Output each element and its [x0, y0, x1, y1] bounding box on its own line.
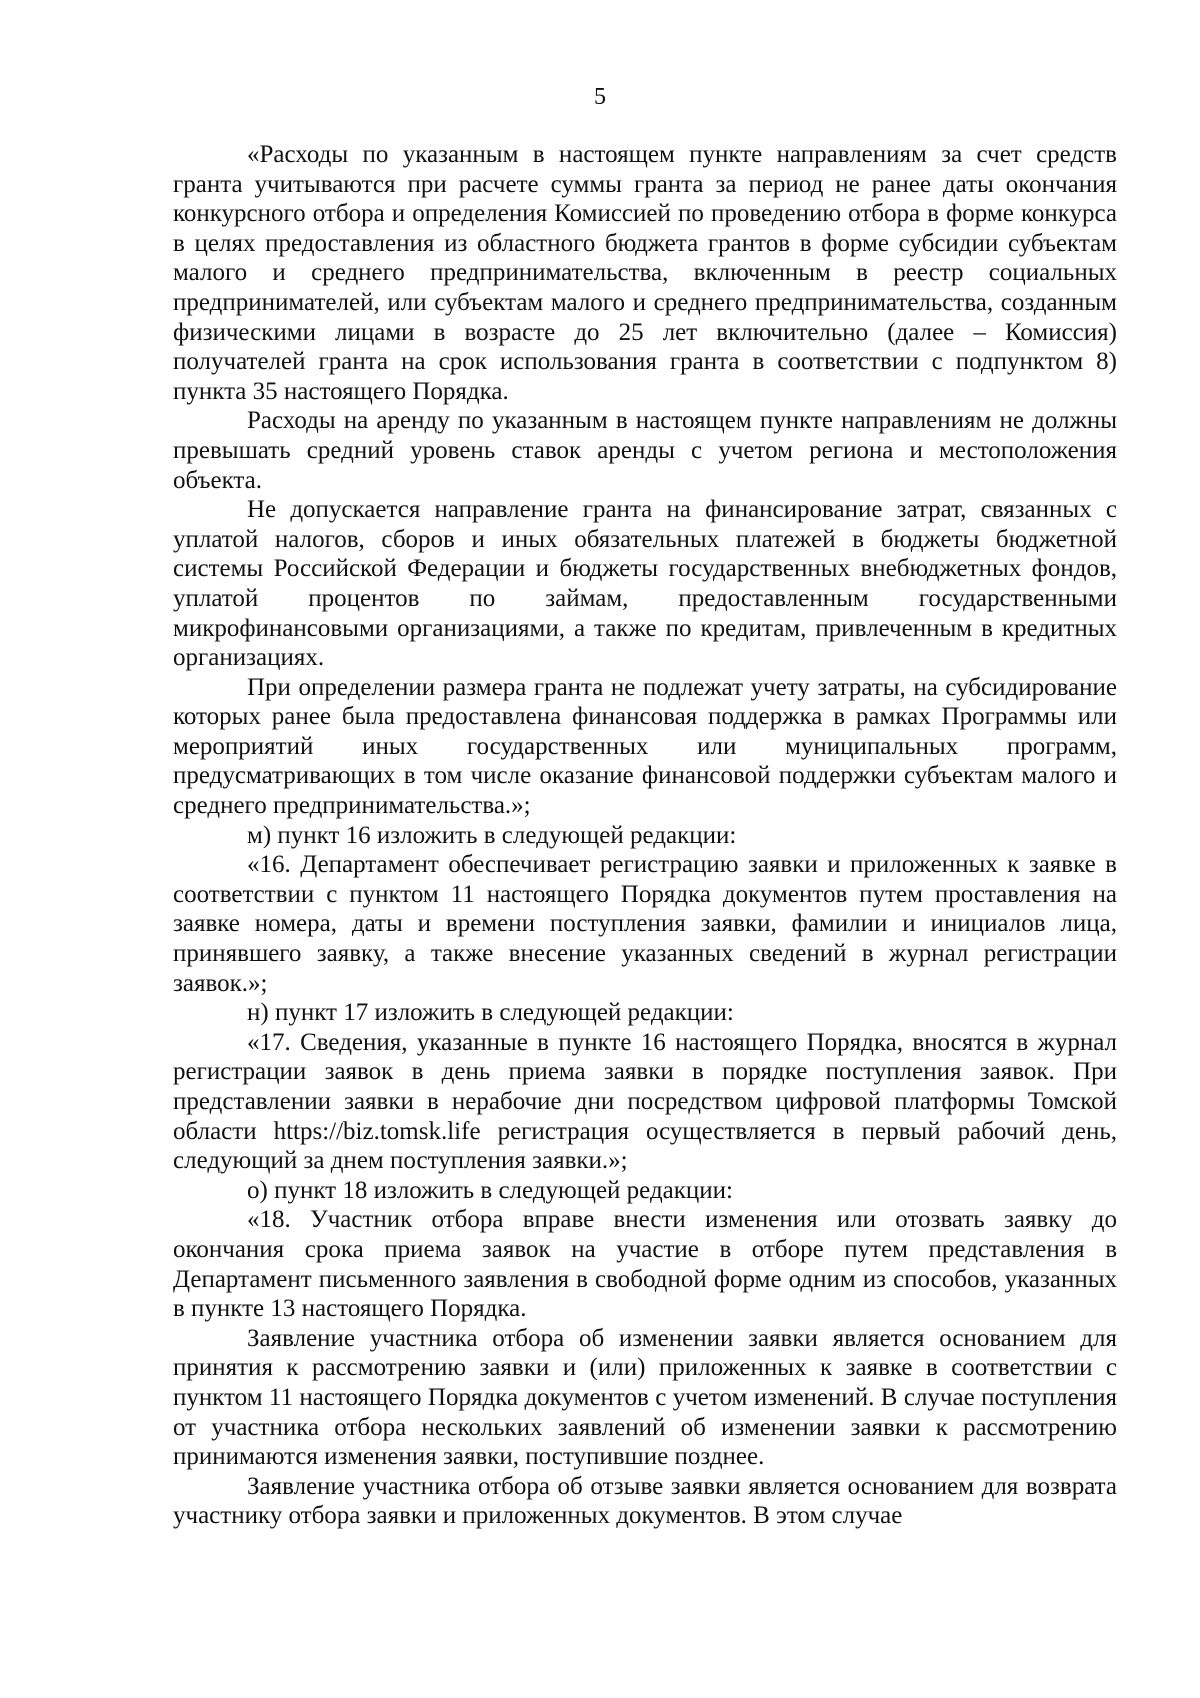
paragraph-item-16-text: «16. Департамент обеспечивает регистрацию заявки и приложенных к заявке в соответствии с пунктом 11 настоящего Порядка документов путем проставления на заявке номера, даты и времени поступления заявки, фамилии и инициалов лица, принявшего заявку, а также внесение указанных сведений в журнал регистрации заявок.»; — [173, 851, 1117, 997]
paragraph-excluded-costs: При определении размера гранта не подлежат учету затраты, на субсидирование которых ранее была предоставлена финансовая поддержка в рамках Программы или мероприятий иных государственных или муниципальных программ, предусматривающих в том числе оказание финансовой поддержки субъектам малого и среднего предпринимательства.»; — [173, 673, 1117, 820]
paragraph-amend-item-16: м) пункт 16 изложить в следующей редакции: — [247, 821, 737, 849]
paragraph-expenses-period: «Расходы по указанным в настоящем пункте направлениям за счет средств гранта учитываются при расчете суммы гранта за период не ранее даты окончания конкурсного отбора и определения Комиссией по проведению отбора в форме конкурса в целях предоставления из областного бюджета грантов в форме субсидии субъектам малого и среднего предпринимательства, включенным в реестр социальных предпринимателей, или субъектам малого и среднего предпринимательства, созданным физическими лицами в возрасте до 25 лет включительно (далее – Комиссия) получателей гранта на срок использования гранта в соответствии с подпунктом 8) пункта 35 настоящего Порядка. — [173, 141, 1117, 405]
paragraph-item-18-text: «18. Участник отбора вправе внести изменения или отозвать заявку до окончания срока приема заявок на участие в отборе путем представления в Департамент письменного заявления в свободной форме одним из способов, указанных в пункте 13 настоящего Порядка. — [173, 1206, 1117, 1323]
paragraph-application-change: Заявление участника отбора об изменении заявки является основанием для принятия к рассмотрению заявки и (или) приложенных к заявке в соответствии с пунктом 11 настоящего Порядка документов с учетом изменений. В случае поступления от участника отбора нескольких заявлений об изменении заявки к рассмотрению принимаются изменения заявки, поступившие позднее. — [173, 1324, 1117, 1471]
page-number: 5 — [594, 84, 606, 110]
paragraph-amend-item-17: н) пункт 17 изложить в следующей редакции: — [247, 999, 734, 1027]
document-body — [173, 140, 1117, 1531]
paragraph-item-17-text: «17. Сведения, указанные в пункте 16 настоящего Порядка, вносятся в журнал регистрации заявок в день приема заявки в порядке поступления заявок. При представлении заявки в нерабочие дни посредством цифровой платформы Томской области https://biz.tomsk.life регистрация осуществляется в первый рабочий день, следующий за днем поступления заявки.»; — [173, 1028, 1117, 1175]
paragraph-application-withdrawal: Заявление участника отбора об отзыве заявки является основанием для возврата участнику отбора заявки и приложенных документов. В этом случае — [173, 1472, 1117, 1530]
paragraph-prohibited-costs: Не допускается направление гранта на финансирование затрат, связанных с уплатой налогов, сборов и иных обязательных платежей в бюджеты бюджетной системы Российской Федерации и бюджеты государственных внебюджетных фондов, уплатой процентов по займам, предоставленным государственными микрофинансовыми организациями, а также по кредитам, привлеченным в кредитных организациях. — [173, 496, 1117, 672]
paragraph-rent-expenses: Расходы на аренду по указанным в настоящем пункте направлениям не должны превышать средний уровень ставок аренды с учетом региона и местоположения объекта. — [173, 407, 1117, 494]
paragraph-amend-item-18: о) пункт 18 изложить в следующей редакции: — [247, 1176, 733, 1204]
